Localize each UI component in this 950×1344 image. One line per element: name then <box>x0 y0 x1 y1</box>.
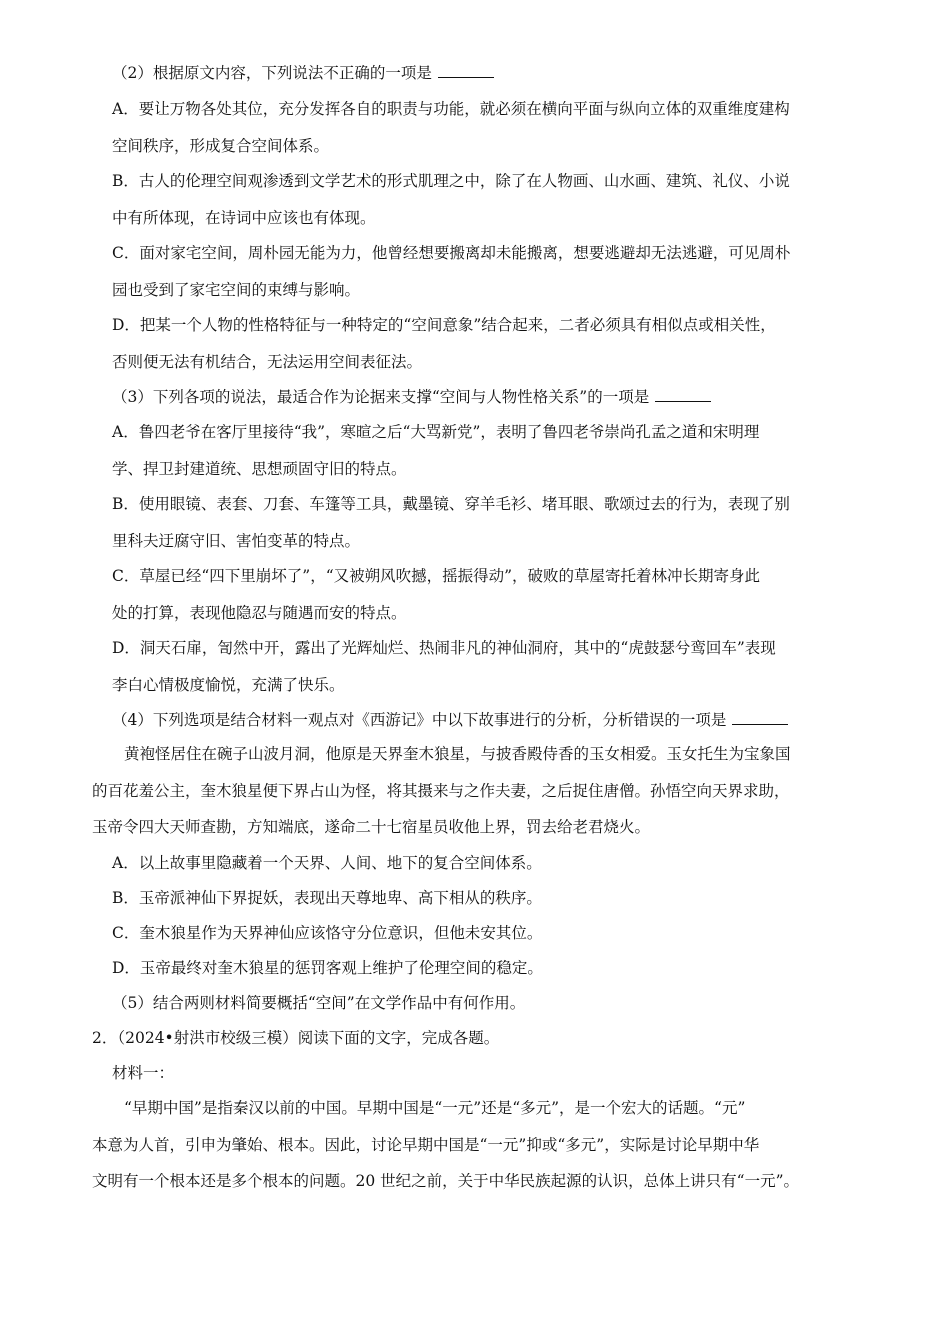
q4-option-b: B．玉帝派神仙下界捉妖，表现出天尊地卑、高下相从的秩序。 <box>112 889 542 907</box>
material-paragraph-line: 本意为人首，引申为肇始、根本。因此，讨论早期中国是“一元”抑或“多元”，实际是讨论早期中华 <box>92 1136 760 1154</box>
q3-option-d: D．洞天石扉，訇然中开，露出了光辉灿烂、热闹非凡的神仙洞府，其中的“虎鼓瑟兮鸾回车”表现 <box>112 639 776 657</box>
q3-option-c: C．草屋已经“四下里崩坏了”，“又被朔风吹撼，摇振得动”，破败的草屋寄托着林冲长期寄身此 <box>112 567 761 585</box>
q4-passage-line: 黄袍怪居住在碗子山波月洞，他原是天界奎木狼星，与披香殿侍香的玉女相爱。玉女托生为宝象国 <box>124 745 791 763</box>
answer-blank[interactable] <box>438 63 494 78</box>
q2-option-d-cont: 否则便无法有机结合，无法运用空间表征法。 <box>112 353 423 371</box>
q2-option-c: C．面对家宅空间，周朴园无能为力，他曾经想要搬离却未能搬离，想要逃避却无法逃避，可见周朴 <box>112 244 791 262</box>
question-2-heading: 2．（2024•射洪市校级三模）阅读下面的文字，完成各题。 <box>92 1029 500 1047</box>
q2-option-d: D．把某一个人物的性格特征与一种特定的“空间意象”结合起来，二者必须具有相似点或相关性， <box>112 316 776 334</box>
q2-option-b: B．古人的伦理空间观渗透到文学艺术的形式肌理之中，除了在人物画、山水画、建筑、礼仪、小说 <box>112 172 790 190</box>
question-3-stem: （3）下列各项的说法，最适合作为论据来支撑“空间与人物性格关系”的一项是 <box>112 386 711 408</box>
q2-option-a-cont: 空间秩序，形成复合空间体系。 <box>112 137 330 155</box>
q3-option-c-cont: 处的打算，表现他隐忍与随遇而安的特点。 <box>112 604 407 622</box>
question-5-stem: （5）结合两则材料简要概括“空间”在文学作品中有何作用。 <box>112 994 526 1012</box>
question-2-stem: （2）根据原文内容，下列说法不正确的一项是 <box>112 62 494 84</box>
q3-option-a-cont: 学、捍卫封建道统、思想顽固守旧的特点。 <box>112 460 407 478</box>
q4-option-c: C．奎木狼星作为天界神仙应该恪守分位意识，但他未安其位。 <box>112 924 543 942</box>
q2-option-c-cont: 园也受到了家宅空间的束缚与影响。 <box>112 281 361 299</box>
material-paragraph-line: 文明有一个根本还是多个根本的问题。20 世纪之前，关于中华民族起源的认识，总体上讲只有“一元”。 <box>92 1172 800 1190</box>
q3-option-b: B．使用眼镜、表套、刀套、车篷等工具，戴墨镜、穿羊毛衫、堵耳眼、歌颂过去的行为，表现了别 <box>112 495 790 513</box>
material-paragraph-line: “早期中国”是指秦汉以前的中国。早期中国是“一元”还是“多元”，是一个宏大的话题。“元” <box>124 1099 746 1117</box>
q4-passage-line: 玉帝令四大天师查勘，方知端底，遂命二十七宿星员收他上界，罚去给老君烧火。 <box>92 818 651 836</box>
q2-option-a: A．要让万物各处其位，充分发挥各自的职责与功能，就必须在横向平面与纵向立体的双重维度建构 <box>112 100 790 118</box>
q4-option-a: A．以上故事里隐藏着一个天界、人间、地下的复合空间体系。 <box>112 854 542 872</box>
q4-option-d: D．玉帝最终对奎木狼星的惩罚客观上维护了伦理空间的稳定。 <box>112 959 543 977</box>
q3-option-b-cont: 里科夫迂腐守旧、害怕变革的特点。 <box>112 532 361 550</box>
question-4-stem: （4）下列选项是结合材料一观点对《西游记》中以下故事进行的分析，分析错误的一项是 <box>112 709 788 731</box>
q3-option-d-cont: 李白心情极度愉悦，充满了快乐。 <box>112 676 345 694</box>
q3-option-a: A．鲁四老爷在客厅里接待“我”，寒暄之后“大骂新党”，表明了鲁四老爷崇尚孔孟之道和宋明理 <box>112 423 760 441</box>
q4-passage-line: 的百花羞公主，奎木狼星便下界占山为怪，将其摄来与之作夫妻，之后捉住唐僧。孙悟空向天界求助， <box>92 782 790 800</box>
q2-option-b-cont: 中有所体现，在诗词中应该也有体现。 <box>112 209 376 227</box>
answer-blank[interactable] <box>732 710 788 725</box>
material-one-label: 材料一： <box>112 1064 175 1082</box>
answer-blank[interactable] <box>655 387 711 402</box>
